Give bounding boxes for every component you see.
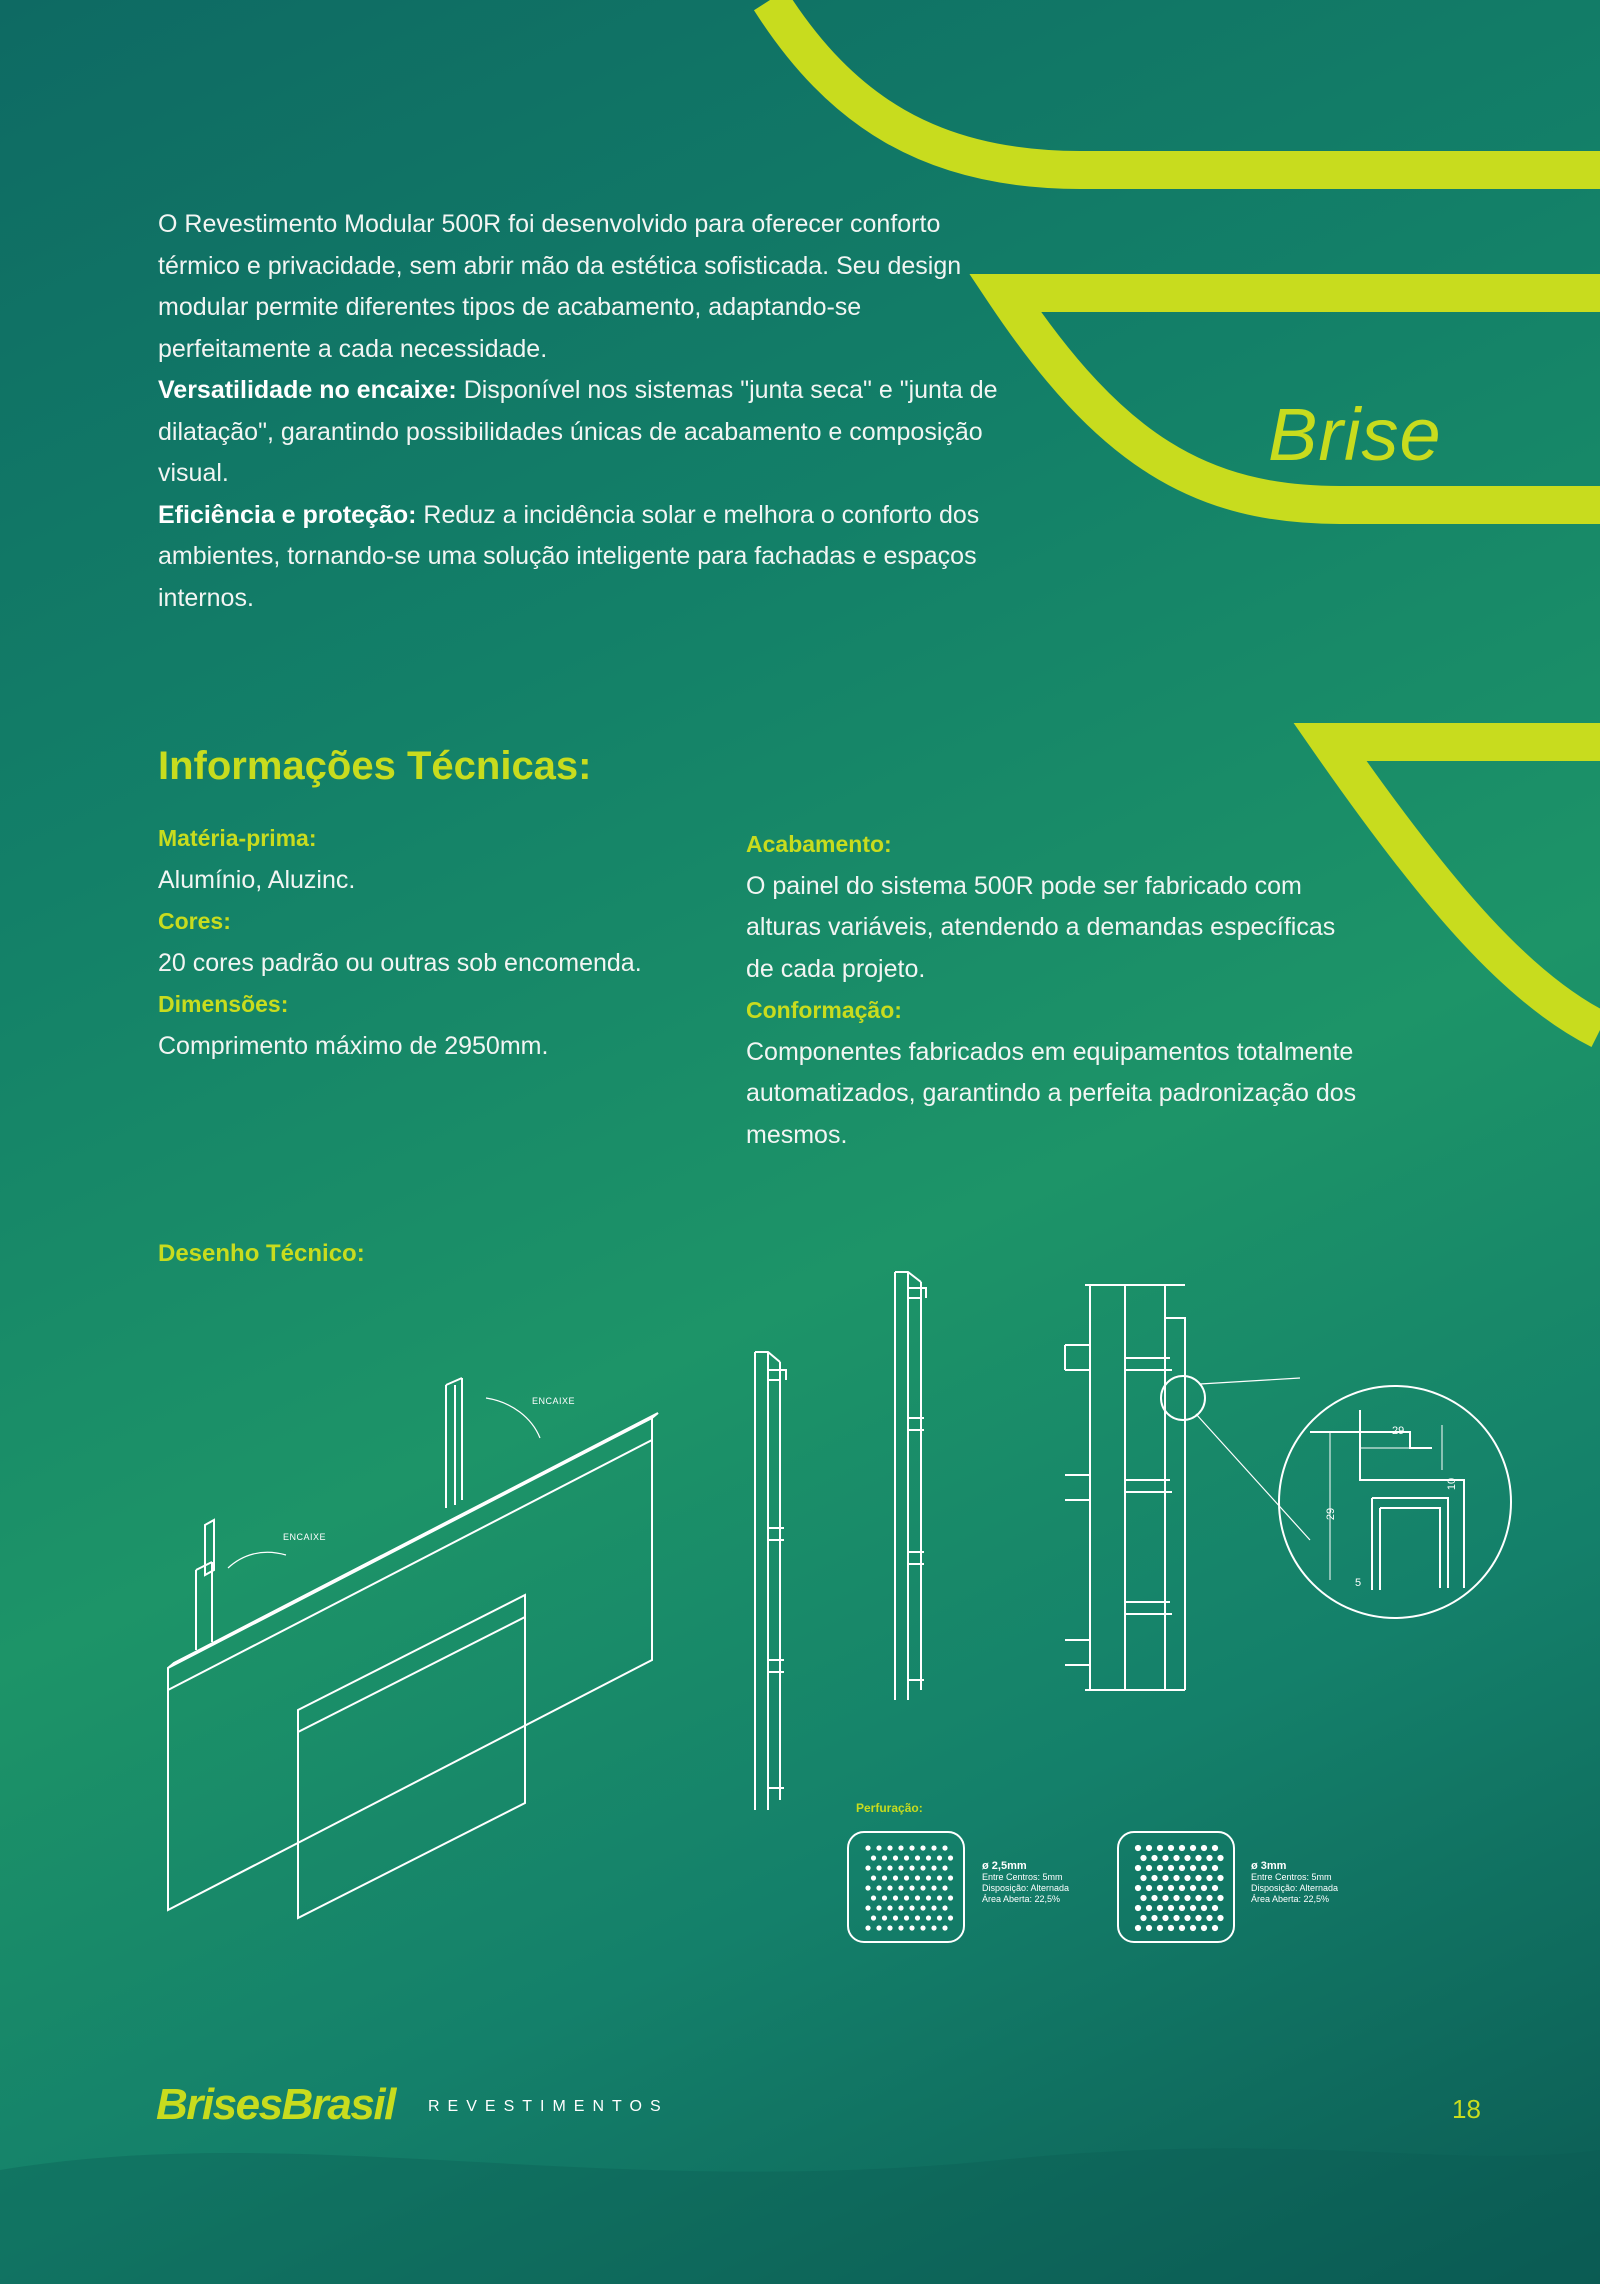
perforation-hole xyxy=(876,1885,881,1890)
perforation-hole xyxy=(1190,1865,1196,1871)
finish-label: Acabamento: xyxy=(746,831,892,857)
perforation-hole xyxy=(920,1865,925,1870)
versatility-label: Versatilidade no encaixe: xyxy=(158,376,457,404)
perforation-hole xyxy=(909,1905,914,1910)
perforation-hole xyxy=(937,1875,942,1880)
perforation-hole xyxy=(915,1855,920,1860)
perforation-hole xyxy=(1179,1885,1185,1891)
perforation-hole xyxy=(1146,1865,1152,1871)
perforation-hole xyxy=(1217,1855,1223,1861)
dimension-gap: 5 xyxy=(1355,1577,1362,1589)
perforation-hole xyxy=(1157,1865,1163,1871)
perforation-hole xyxy=(1212,1905,1218,1911)
perforation-hole xyxy=(876,1905,881,1910)
encaixe-label-bottom: ENCAIXE xyxy=(283,1532,327,1542)
perforation-hole xyxy=(937,1855,942,1860)
perforation-hole xyxy=(904,1915,909,1920)
perforation-hole xyxy=(887,1885,892,1890)
perforation-spacing: Entre Centros: 5mm xyxy=(982,1872,1063,1882)
perforation-hole xyxy=(871,1895,876,1900)
perforation-hole xyxy=(1184,1855,1190,1861)
dimension-lip: 10 xyxy=(1446,1477,1459,1491)
perforation-hole xyxy=(1206,1895,1212,1901)
encaixe-label-top: ENCAIXE xyxy=(532,1396,576,1406)
perforation-hole xyxy=(926,1895,931,1900)
perforation-holes-a xyxy=(865,1845,953,1930)
perforation-hole xyxy=(937,1895,942,1900)
perforation-hole xyxy=(871,1875,876,1880)
perforation-hole xyxy=(1201,1845,1207,1851)
perforation-hole xyxy=(920,1905,925,1910)
perforation-hole xyxy=(1151,1875,1157,1881)
perforation-hole xyxy=(898,1905,903,1910)
perforation-hole xyxy=(887,1905,892,1910)
perforation-hole xyxy=(1140,1875,1146,1881)
perforation-hole xyxy=(1146,1925,1152,1931)
perforation-hole xyxy=(882,1895,887,1900)
perforation-hole xyxy=(1195,1855,1201,1861)
colors-label: Cores: xyxy=(158,908,231,934)
perforation-hole xyxy=(1157,1905,1163,1911)
perforation-hole xyxy=(1162,1875,1168,1881)
perforation-hole xyxy=(1173,1915,1179,1921)
perforation-hole xyxy=(904,1855,909,1860)
perforation-layout: Disposição: Alternada xyxy=(982,1883,1070,1893)
perforation-hole xyxy=(1217,1915,1223,1921)
perforation-diameter: ø 3mm xyxy=(1251,1860,1287,1872)
perforation-hole xyxy=(904,1875,909,1880)
perforation-hole xyxy=(882,1855,887,1860)
perforation-hole xyxy=(1168,1925,1174,1931)
perforation-hole xyxy=(1217,1895,1223,1901)
perforation-open-area: Área Aberta: 22,5% xyxy=(1251,1894,1330,1904)
perforation-hole xyxy=(1190,1885,1196,1891)
perforation-hole xyxy=(1157,1925,1163,1931)
forming-label: Conformação: xyxy=(746,997,902,1023)
drawing-title: Desenho Técnico: xyxy=(158,1240,365,1267)
section-elevation xyxy=(1065,1285,1310,1690)
perforation-hole xyxy=(1184,1875,1190,1881)
perforation-hole xyxy=(920,1925,925,1930)
perforation-info-a xyxy=(982,1861,1069,1905)
perforation-hole xyxy=(1173,1855,1179,1861)
perforation-hole xyxy=(942,1845,947,1850)
perforation-hole xyxy=(1195,1895,1201,1901)
perforation-hole xyxy=(909,1925,914,1930)
detail-circle xyxy=(1279,1386,1511,1618)
perforation-hole xyxy=(937,1915,942,1920)
perforation-hole xyxy=(1157,1845,1163,1851)
perforation-hole xyxy=(1140,1855,1146,1861)
brand-logo: BrisesBrasil xyxy=(156,2080,395,2129)
perforation-hole xyxy=(904,1895,909,1900)
perforation-hole xyxy=(926,1915,931,1920)
page-number: 18 xyxy=(1452,2094,1481,2124)
perforation-hole xyxy=(931,1925,936,1930)
perforation-hole xyxy=(1135,1885,1141,1891)
perforation-hole xyxy=(871,1915,876,1920)
finish-value: O painel do sistema 500R pode ser fabricado com alturas variáveis, atendendo a demandas específicas de cada projeto. xyxy=(746,871,1336,983)
perforation-hole xyxy=(915,1895,920,1900)
perforation-hole xyxy=(1184,1915,1190,1921)
perforation-hole xyxy=(915,1875,920,1880)
vertical-profile-middle xyxy=(895,1272,926,1700)
perforation-hole xyxy=(1135,1865,1141,1871)
perforation-hole xyxy=(898,1865,903,1870)
perforation-hole xyxy=(1212,1885,1218,1891)
perforation-hole xyxy=(1146,1905,1152,1911)
brand-subtitle: REVESTIMENTOS xyxy=(428,2098,669,2115)
perforation-hole xyxy=(1173,1875,1179,1881)
colors-value: 20 cores padrão ou outras sob encomenda. xyxy=(158,948,642,977)
perforation-hole xyxy=(1151,1895,1157,1901)
perforation-layout: Disposição: Alternada xyxy=(1251,1883,1339,1893)
perforation-hole xyxy=(876,1845,881,1850)
perforation-hole xyxy=(942,1925,947,1930)
perforation-hole xyxy=(1206,1875,1212,1881)
perforation-hole xyxy=(1168,1865,1174,1871)
perforation-hole xyxy=(926,1875,931,1880)
perforation-hole xyxy=(1206,1915,1212,1921)
perforation-spacing: Entre Centros: 5mm xyxy=(1251,1872,1332,1882)
perforation-hole xyxy=(865,1905,870,1910)
perforation-hole xyxy=(1135,1905,1141,1911)
isometric-panels xyxy=(168,1378,658,1918)
perforation-hole xyxy=(920,1845,925,1850)
perforation-hole xyxy=(926,1855,931,1860)
perforation-hole xyxy=(887,1865,892,1870)
perforation-hole xyxy=(909,1885,914,1890)
dimensions-value: Comprimento máximo de 2950mm. xyxy=(158,1031,549,1060)
perforation-hole xyxy=(1217,1875,1223,1881)
perforation-hole xyxy=(1146,1885,1152,1891)
perforation-hole xyxy=(1184,1895,1190,1901)
perforation-hole xyxy=(909,1845,914,1850)
perforation-hole xyxy=(887,1845,892,1850)
versatility-text: Disponível nos sistemas "junta seca" e "junta de dilatação", garantindo possibilidades únicas de acabamento e composição visual. xyxy=(158,376,998,487)
perforation-hole xyxy=(931,1845,936,1850)
perforation-hole xyxy=(1179,1925,1185,1931)
perforation-hole xyxy=(948,1915,953,1920)
perforation-title: Perfuração: xyxy=(856,1801,923,1815)
perforation-hole xyxy=(1190,1845,1196,1851)
perforation-hole xyxy=(1151,1915,1157,1921)
section-title: Brise xyxy=(1268,393,1442,476)
perforation-hole xyxy=(876,1865,881,1870)
material-label: Matéria-prima: xyxy=(158,825,317,851)
perforation-hole xyxy=(1206,1855,1212,1861)
perforation-hole xyxy=(942,1865,947,1870)
perforation-hole xyxy=(1162,1855,1168,1861)
efficiency-label: Eficiência e proteção: xyxy=(158,500,417,529)
perforation-hole xyxy=(942,1905,947,1910)
dimensions-label: Dimensões: xyxy=(158,991,289,1017)
perforation-holes-b xyxy=(1135,1845,1224,1931)
perforation-hole xyxy=(898,1885,903,1890)
vertical-profile-left xyxy=(755,1352,786,1810)
perforation-hole xyxy=(876,1925,881,1930)
perforation-hole xyxy=(1190,1925,1196,1931)
material-value: Alumínio, Aluzinc. xyxy=(158,865,356,894)
perforation-hole xyxy=(871,1855,876,1860)
perforation-hole xyxy=(893,1895,898,1900)
perforation-hole xyxy=(931,1885,936,1890)
perforation-hole xyxy=(865,1885,870,1890)
perforation-hole xyxy=(948,1895,953,1900)
perforation-hole xyxy=(1212,1845,1218,1851)
perforation-hole xyxy=(1173,1895,1179,1901)
perforation-info-b xyxy=(1251,1861,1338,1905)
perforation-hole xyxy=(1201,1885,1207,1891)
perforation-hole xyxy=(898,1925,903,1930)
dimension-height: 29 xyxy=(1325,1507,1338,1521)
perforation-hole xyxy=(1140,1895,1146,1901)
perforation-hole xyxy=(1195,1875,1201,1881)
perforation-hole xyxy=(1179,1845,1185,1851)
perforation-diameter: ø 2,5mm xyxy=(982,1860,1027,1872)
perforation-hole xyxy=(893,1915,898,1920)
perforation-hole xyxy=(898,1845,903,1850)
perforation-hole xyxy=(882,1875,887,1880)
perforation-hole xyxy=(1140,1915,1146,1921)
perforation-hole xyxy=(1151,1855,1157,1861)
perforation-hole xyxy=(931,1865,936,1870)
perforation-hole xyxy=(1157,1885,1163,1891)
perforation-hole xyxy=(942,1885,947,1890)
perforation-hole xyxy=(1179,1905,1185,1911)
intro-paragraph: O Revestimento Modular 500R foi desenvolvido para oferecer conforto térmico e privacidade, sem abrir mão da estética sofisticada. Seu design modular permite diferentes tipos de acabamento, adaptando-se perfeitamente a cada necessidade. xyxy=(158,210,962,363)
perforation-hole xyxy=(1190,1905,1196,1911)
perforation-hole xyxy=(1179,1865,1185,1871)
perforation-open-area: Área Aberta: 22,5% xyxy=(982,1894,1061,1904)
perforation-hole xyxy=(1212,1925,1218,1931)
perforation-hole xyxy=(887,1925,892,1930)
efficiency-text: Reduz a incidência solar e melhora o conforto dos ambientes, tornando-se uma solução inteligente para fachadas e espaços internos. xyxy=(158,500,980,612)
perforation-hole xyxy=(920,1885,925,1890)
perforation-hole xyxy=(1162,1895,1168,1901)
perforation-hole xyxy=(1168,1905,1174,1911)
perforation-hole xyxy=(1162,1915,1168,1921)
tech-info-title: Informações Técnicas: xyxy=(158,744,592,788)
perforation-hole xyxy=(1201,1905,1207,1911)
perforation-hole xyxy=(909,1865,914,1870)
perforation-hole xyxy=(893,1875,898,1880)
perforation-hole xyxy=(1212,1865,1218,1871)
perforation-hole xyxy=(1201,1925,1207,1931)
perforation-hole xyxy=(931,1905,936,1910)
perforation-hole xyxy=(948,1875,953,1880)
perforation-hole xyxy=(865,1865,870,1870)
perforation-hole xyxy=(882,1915,887,1920)
perforation-hole xyxy=(1168,1845,1174,1851)
perforation-hole xyxy=(1201,1865,1207,1871)
perforation-hole xyxy=(948,1855,953,1860)
perforation-hole xyxy=(865,1845,870,1850)
perforation-hole xyxy=(865,1925,870,1930)
perforation-hole xyxy=(1195,1915,1201,1921)
forming-value: Componentes fabricados em equipamentos totalmente automatizados, garantindo a perfeita padronização dos mesmos. xyxy=(746,1037,1357,1149)
perforation-hole xyxy=(1146,1845,1152,1851)
perforation-hole xyxy=(1135,1925,1141,1931)
dimension-top: 29 xyxy=(1392,1425,1405,1437)
perforation-hole xyxy=(1168,1885,1174,1891)
perforation-hole xyxy=(893,1855,898,1860)
perforation-hole xyxy=(1135,1845,1141,1851)
perforation-hole xyxy=(915,1915,920,1920)
